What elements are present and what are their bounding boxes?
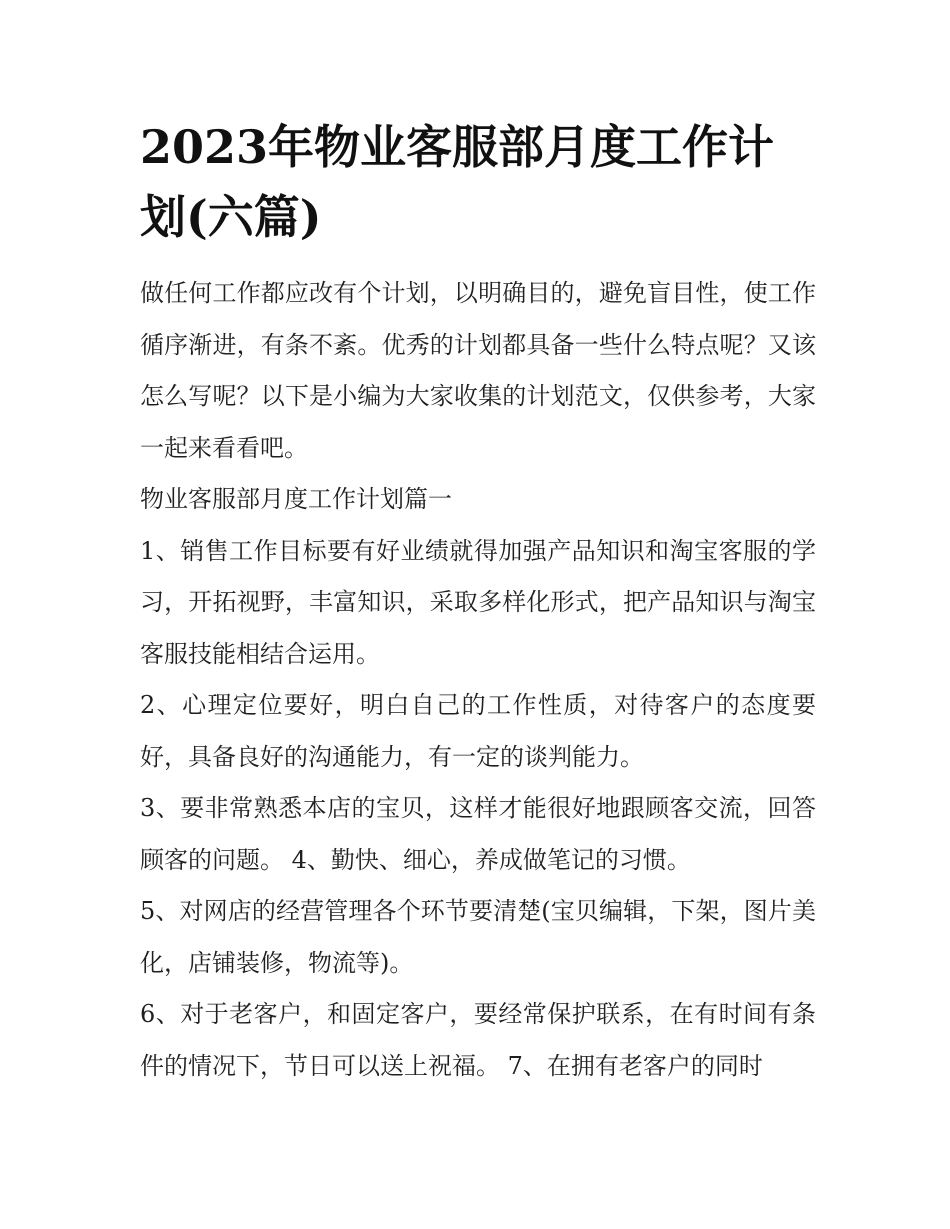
document-body	[140, 112, 816, 1092]
list-item: 5、对网店的经营管理各个环节要清楚(宝贝编辑，下架，图片美化，店铺装修，物流等)。	[140, 897, 816, 977]
section-heading: 物业客服部月度工作计划篇一	[140, 485, 452, 513]
list-item: 2、心理定位要好，明白自己的工作性质，对待客户的态度要好，具备良好的沟通能力，有一定的谈判能力。	[140, 691, 816, 771]
list-item: 1、销售工作目标要有好业绩就得加强产品知识和淘宝客服的学习，开拓视野，丰富知识，采取多样化形式，把产品知识与淘宝客服技能相结合运用。	[140, 536, 816, 668]
intro-paragraph: 做任何工作都应改有个计划，以明确目的，避免盲目性，使工作循序渐进，有条不紊。优秀的计划都具备一些什么特点呢？又该怎么写呢？以下是小编为大家收集的计划范文，仅供参考，大家一起来看看吧。	[140, 279, 816, 462]
list-item: 3、要非常熟悉本店的宝贝，这样才能很好地跟顾客交流，回答顾客的问题。 4、勤快、细心，养成做笔记的习惯。	[140, 794, 816, 874]
document-title: 2023年物业客服部月度工作计划(六篇)	[140, 120, 775, 244]
list-item: 6、对于老客户，和固定客户，要经常保护联系，在有时间有条件的情况下，节日可以送上祝福。 7、在拥有老客户的同时	[140, 1000, 816, 1080]
